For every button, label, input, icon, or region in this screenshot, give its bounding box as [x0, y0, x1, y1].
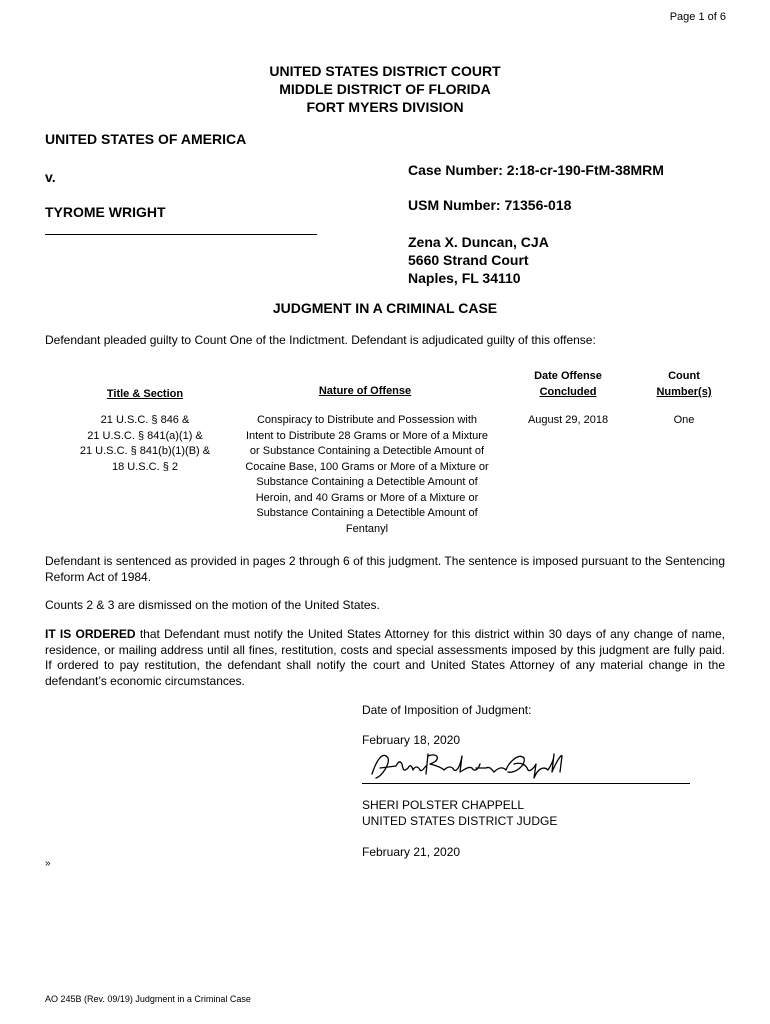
form-footer: AO 245B (Rev. 09/19) Judgment in a Criminal Case — [45, 994, 251, 1004]
offense-line: Fentanyl — [345, 522, 389, 535]
offense-line: Heroin, and 40 Grams or More of a Mixture or — [255, 491, 479, 504]
statute-line: 21 U.S.C. § 841(a)(1) & — [87, 429, 203, 442]
offense-line: Cocaine Base, 100 Grams or More of a Mixture or — [245, 460, 489, 473]
offense-line: or Substance Containing a Detectible Amount of — [249, 445, 485, 457]
caption-divider — [45, 234, 317, 235]
plea-statement: Defendant pleaded guilty to Count One of the Indictment. Defendant is adjudicated guilty of this offense: — [45, 333, 596, 347]
header-title-section: Title & Section — [106, 388, 184, 400]
court-division: FORT MYERS DIVISION — [306, 99, 464, 115]
usm-number: USM Number: 71356-018 — [408, 197, 572, 213]
court-heading — [0, 62, 770, 116]
cell-nature-of-offense — [232, 413, 502, 537]
judge-name: SHERI POLSTER CHAPPELL — [362, 798, 525, 812]
offense-line: Substance Containing a Detectible Amount of — [256, 507, 478, 519]
judgment-title: JUDGMENT IN A CRIMINAL CASE — [272, 300, 498, 316]
counsel-address-line1: 5660 Strand Court — [408, 252, 529, 268]
court-name: UNITED STATES DISTRICT COURT — [269, 63, 501, 79]
offense-line: Intent to Distribute 28 Grams or More of a Mixture — [245, 429, 489, 442]
cell-title-section — [55, 413, 235, 475]
offense-line: Conspiracy to Distribute and Possession with — [256, 414, 478, 426]
signature-line — [362, 783, 690, 784]
header-date-line1: Date Offense — [534, 370, 602, 382]
dismissed-paragraph: Counts 2 & 3 are dismissed on the motion of the United States. — [45, 598, 380, 612]
header-date-offense — [508, 368, 628, 400]
statute-line: 18 U.S.C. § 2 — [111, 460, 179, 473]
ordered-paragraph — [45, 627, 725, 689]
ordered-lead: IT IS ORDERED — [45, 627, 136, 641]
imposition-date: February 18, 2020 — [362, 733, 461, 747]
header-date-line2: Concluded — [539, 386, 597, 398]
cell-count-number: One — [673, 414, 695, 426]
sentence-paragraph: Defendant is sentenced as provided in pages 2 through 6 of this judgment. The sentence is imposed pursuant to the Sentencing Reform Act of 1984. — [45, 554, 725, 584]
counsel-address-line2: Naples, FL 34110 — [408, 270, 521, 286]
court-district: MIDDLE DISTRICT OF FLORIDA — [279, 81, 491, 97]
ordered-text: that Defendant must notify the United States Attorney for this district within 30 days of any change of name, residence, or mailing address until all fines, restitution, costs and special assessments imposed by this judgment are fully paid. If ordered to pay restitution, the defendant shall notify the court and United States Attorney of any material change in the defendant’s economic circumstances. — [45, 627, 725, 688]
plaintiff-name: UNITED STATES OF AMERICA — [45, 131, 247, 147]
signed-date: February 21, 2020 — [362, 845, 461, 859]
versus-label: v. — [45, 169, 56, 185]
offense-line: Substance Containing a Detectible Amount of — [256, 476, 478, 488]
statute-line: 21 U.S.C. § 841(b)(1)(B) & — [79, 445, 211, 457]
continuation-marker: » — [45, 858, 51, 869]
statute-line: 21 U.S.C. § 846 & — [100, 414, 190, 426]
header-count-line2: Number(s) — [656, 386, 712, 398]
cell-date-concluded: August 29, 2018 — [527, 414, 609, 426]
defendant-name: TYROME WRIGHT — [45, 204, 166, 220]
counsel-name: Zena X. Duncan, CJA — [408, 234, 549, 250]
page-number: Page 1 of 6 — [669, 11, 726, 23]
header-count-line1: Count — [668, 370, 700, 382]
header-nature-of-offense: Nature of Offense — [318, 385, 412, 397]
case-number: Case Number: 2:18-cr-190-FtM-38MRM — [408, 162, 664, 178]
header-count — [644, 368, 724, 400]
judge-signature — [368, 744, 568, 786]
counsel-block — [408, 233, 549, 287]
judge-title: UNITED STATES DISTRICT JUDGE — [362, 813, 558, 828]
imposition-label: Date of Imposition of Judgment: — [362, 703, 532, 717]
judge-block — [362, 798, 557, 829]
